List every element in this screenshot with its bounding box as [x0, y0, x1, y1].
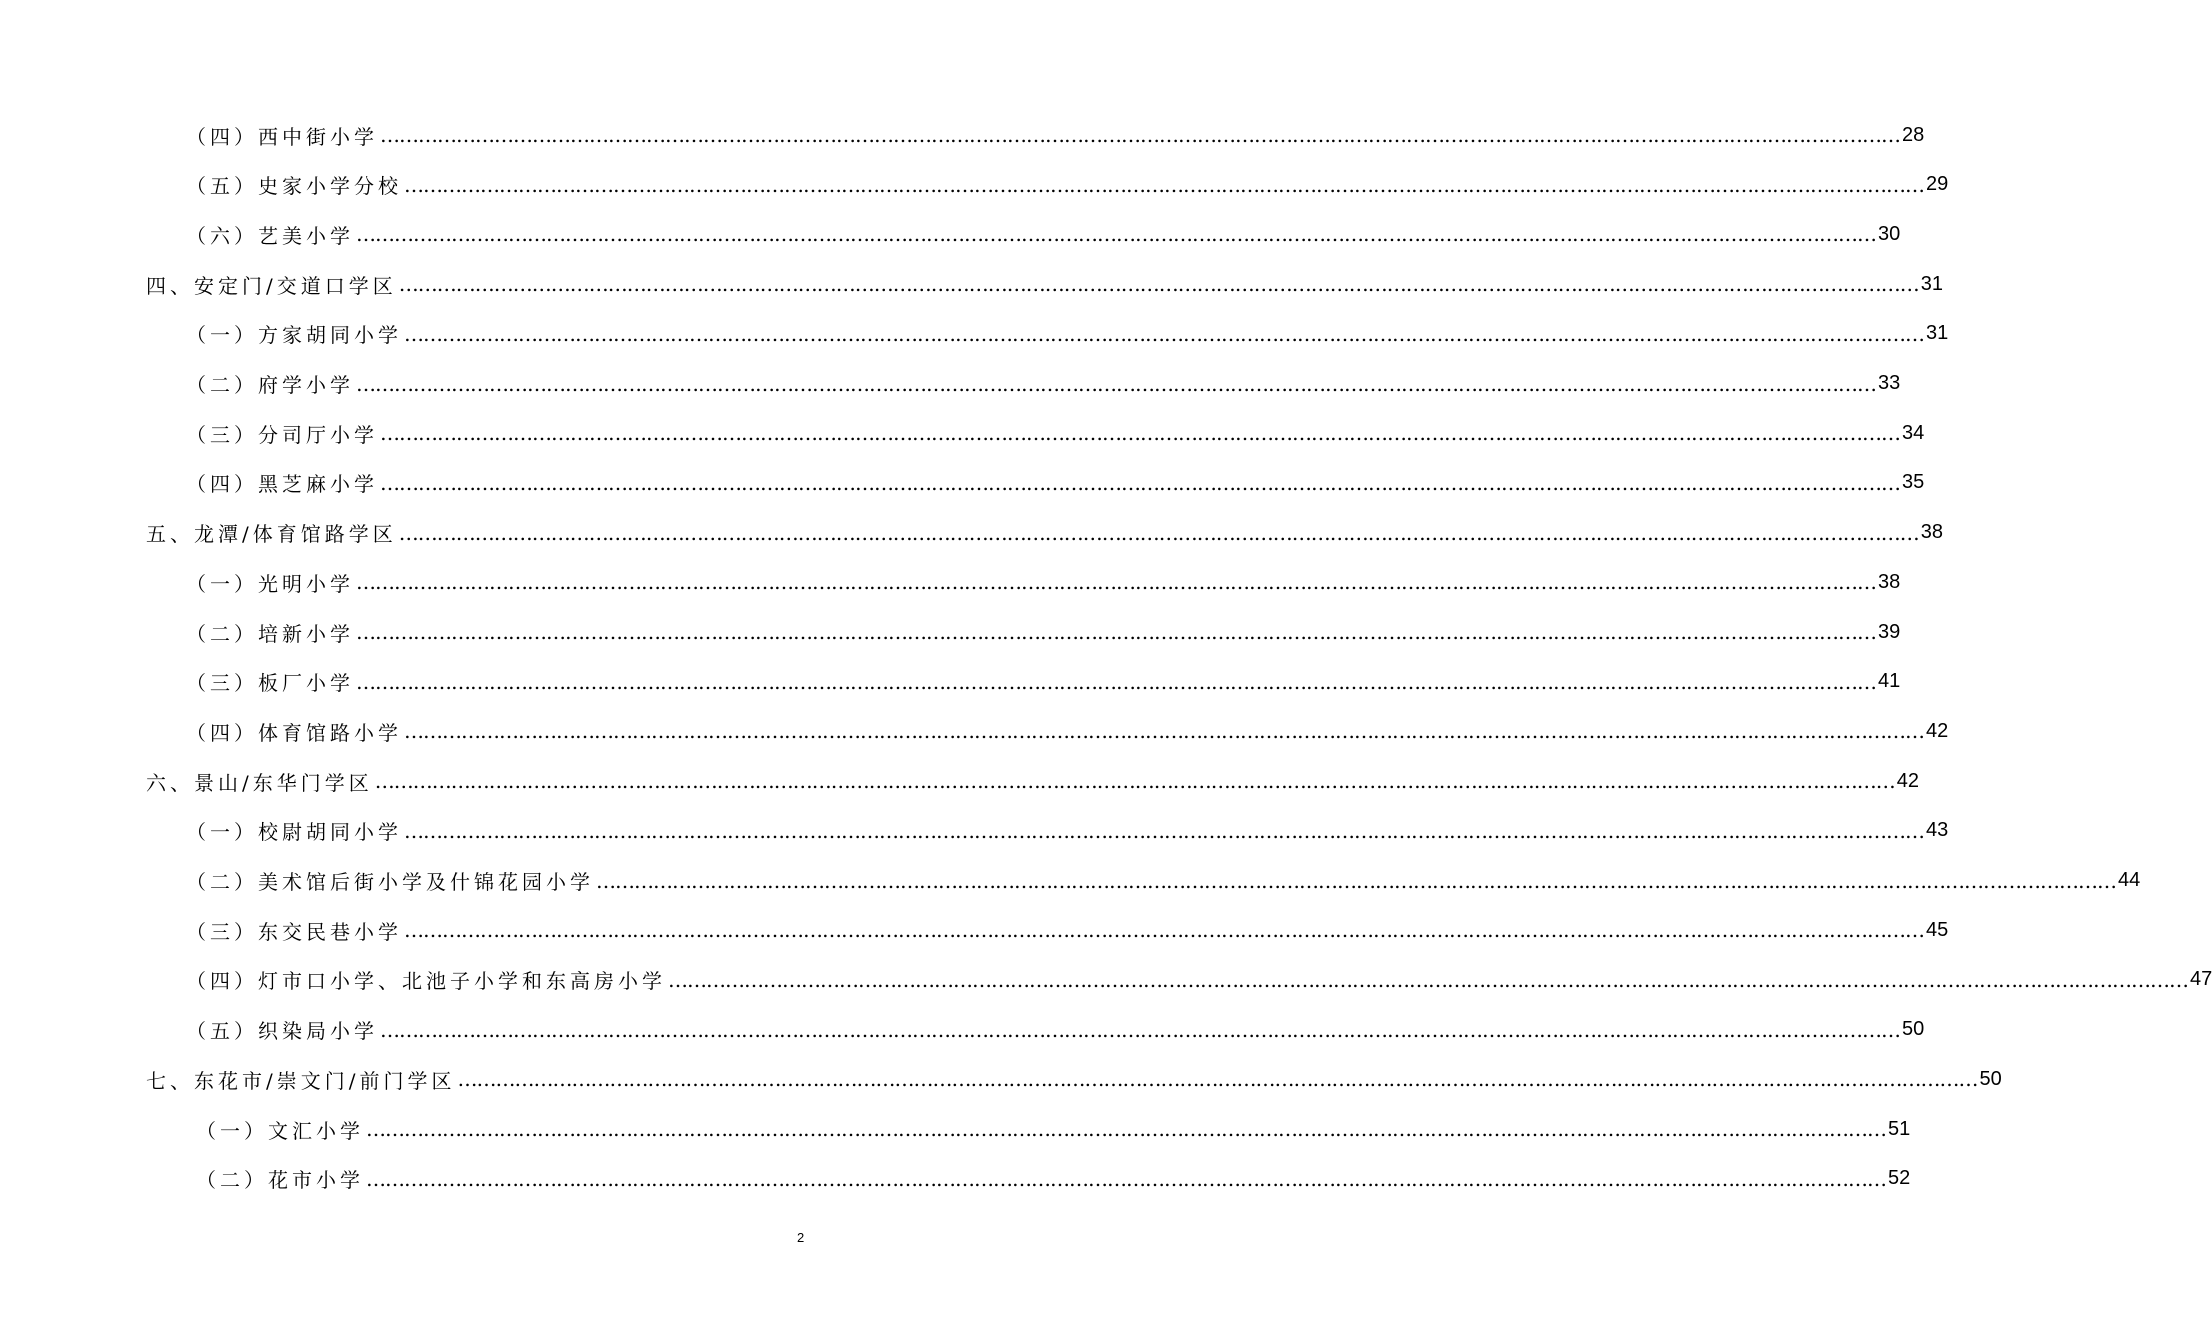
- toc-entry-title: （四）西中街小学: [186, 124, 378, 149]
- toc-leader-dots: ……………………………………………………………………………………………………………………………………………………………………………………………………………………: [366, 1117, 1886, 1141]
- toc-entry-title: 四、安定门/交道口学区: [146, 273, 397, 298]
- toc-leader-dots: ……………………………………………………………………………………………………………………………………………………………………………………………………………………: [366, 1166, 1886, 1191]
- toc-entry[interactable]: [186, 359, 1901, 409]
- toc-entry-page: 34: [1902, 421, 1925, 444]
- toc-leader-dots: ……………………………………………………………………………………………………………………………………………………………………………………………………………………: [356, 570, 1876, 595]
- toc-leader-dots: ……………………………………………………………………………………………………………………………………………………………………………………………………………………: [596, 868, 2116, 893]
- toc-entry-page: 44: [2118, 869, 2141, 891]
- toc-entry-title: （一）文汇小学: [196, 1118, 364, 1143]
- toc-entry[interactable]: [196, 1154, 1911, 1204]
- toc-entry[interactable]: [186, 905, 1949, 955]
- toc-entry-page: 42: [1896, 769, 1919, 792]
- toc-entry-title: （四）黑芝麻小学: [186, 472, 378, 497]
- toc-entry-title: （六）艺美小学: [186, 223, 354, 248]
- toc-entry-page: 28: [1902, 123, 1925, 146]
- toc-entry[interactable]: [146, 259, 1943, 309]
- toc-leader-dots: ……………………………………………………………………………………………………………………………………………………………………………………………………………………: [356, 669, 1876, 694]
- toc-leader-dots: ……………………………………………………………………………………………………………………………………………………………………………………………………………………: [668, 967, 2188, 992]
- toc-entry-title: 五、龙潭/体育馆路学区: [146, 522, 397, 547]
- toc-entry-title: （二）美术馆后街小学及什锦花园小学: [186, 870, 594, 894]
- toc-entry-title: （三）分司厅小学: [186, 422, 378, 447]
- toc-entry-page: 41: [1878, 670, 1901, 693]
- toc-leader-dots: ……………………………………………………………………………………………………………………………………………………………………………………………………………………: [404, 172, 1924, 197]
- toc-entry-title: （四）灯市口小学、北池子小学和东高房小学: [186, 969, 666, 994]
- toc-leader-dots: ……………………………………………………………………………………………………………………………………………………………………………………………………………………: [356, 371, 1876, 396]
- toc-entry[interactable]: [186, 607, 1901, 657]
- toc-leader-dots: ……………………………………………………………………………………………………………………………………………………………………………………………………………………: [380, 123, 1900, 147]
- toc-entry-page: 35: [1902, 471, 1925, 494]
- toc-entry-title: （二）府学小学: [186, 373, 354, 397]
- toc-leader-dots: ……………………………………………………………………………………………………………………………………………………………………………………………………………………: [398, 520, 1919, 545]
- toc-entry-page: 31: [1920, 272, 1943, 295]
- toc-entry-page: 45: [1926, 918, 1949, 941]
- toc-entry-title: （五）织染局小学: [186, 1019, 378, 1044]
- toc-entry-page: 51: [1888, 1117, 1911, 1140]
- toc-entry-page: 52: [1888, 1167, 1911, 1190]
- toc-leader-dots: ……………………………………………………………………………………………………………………………………………………………………………………………………………………: [404, 719, 1924, 744]
- toc-entry-title: （一）方家胡同小学: [186, 323, 402, 348]
- toc-leader-dots: ……………………………………………………………………………………………………………………………………………………………………………………………………………………: [380, 470, 1900, 495]
- toc-entry-title: （一）校尉胡同小学: [186, 820, 402, 845]
- toc-leader-dots: ……………………………………………………………………………………………………………………………………………………………………………………………………………………: [356, 620, 1876, 644]
- toc-entry-title: （一）光明小学: [186, 571, 354, 596]
- toc-entry[interactable]: [186, 1005, 1925, 1055]
- toc-entry-page: 50: [1979, 1067, 2002, 1090]
- toc-entry[interactable]: [186, 110, 1925, 160]
- toc-entry-page: 39: [1878, 620, 1901, 643]
- toc-leader-dots: ……………………………………………………………………………………………………………………………………………………………………………………………………………………: [380, 1017, 1900, 1042]
- toc-entry[interactable]: [146, 508, 1943, 558]
- toc-entry-title: （三）东交民巷小学: [186, 919, 402, 944]
- toc-entry[interactable]: [186, 657, 1901, 707]
- toc-leader-dots: ……………………………………………………………………………………………………………………………………………………………………………………………………………………: [404, 918, 1924, 943]
- toc-entry[interactable]: [186, 458, 1925, 508]
- toc-entry-page: 50: [1902, 1018, 1925, 1041]
- toc-entry-title: （四）体育馆路小学: [186, 720, 402, 745]
- toc-entry-title: （二）培新小学: [186, 621, 354, 646]
- toc-entry[interactable]: [196, 1104, 1911, 1154]
- toc-entry[interactable]: [186, 706, 1949, 756]
- toc-entry-page: 29: [1926, 173, 1949, 196]
- toc-leader-dots: ……………………………………………………………………………………………………………………………………………………………………………………………………………………: [404, 818, 1924, 843]
- toc-entry-page: 47: [2190, 968, 2212, 991]
- toc-entry-page: 43: [1926, 819, 1949, 842]
- toc-entry-title: （二）花市小学: [196, 1168, 364, 1193]
- toc-entry-title: （三）板厂小学: [186, 671, 354, 696]
- toc-entry-page: 38: [1920, 521, 1943, 544]
- toc-entry[interactable]: [186, 309, 1949, 359]
- toc-entry[interactable]: [186, 856, 2141, 906]
- toc-leader-dots: ……………………………………………………………………………………………………………………………………………………………………………………………………………………: [356, 222, 1876, 247]
- toc-leader-dots: ……………………………………………………………………………………………………………………………………………………………………………………………………………………: [380, 421, 1900, 446]
- toc-entry-page: 33: [1878, 372, 1901, 394]
- toc-entry[interactable]: [186, 557, 1901, 607]
- toc-entry-page: 38: [1878, 570, 1901, 593]
- toc-leader-dots: ……………………………………………………………………………………………………………………………………………………………………………………………………………………: [404, 321, 1924, 346]
- toc-entry[interactable]: [186, 160, 1949, 210]
- toc-entry[interactable]: [186, 209, 1901, 259]
- toc-leader-dots: ……………………………………………………………………………………………………………………………………………………………………………………………………………………: [457, 1067, 1978, 1092]
- toc-entry-page: 31: [1926, 322, 1949, 345]
- toc-entry[interactable]: [146, 756, 1919, 806]
- toc-entry-title: （五）史家小学分校: [186, 174, 402, 199]
- toc-entry-page: 30: [1878, 222, 1901, 245]
- toc-entry[interactable]: [186, 408, 1925, 458]
- toc-entry[interactable]: [186, 806, 1949, 856]
- toc-entry-title: 六、景山/东华门学区: [146, 770, 373, 795]
- toc-leader-dots: ……………………………………………………………………………………………………………………………………………………………………………………………………………………: [374, 769, 1895, 794]
- toc-leader-dots: ……………………………………………………………………………………………………………………………………………………………………………………………………………………: [398, 272, 1919, 297]
- toc-entry-title: 七、东花市/崇文门/前门学区: [146, 1068, 456, 1093]
- page-number: 2: [797, 1230, 805, 1245]
- toc-entry-page: 42: [1926, 719, 1949, 742]
- toc-entry[interactable]: [146, 1054, 2002, 1104]
- toc-entry[interactable]: [186, 955, 2212, 1005]
